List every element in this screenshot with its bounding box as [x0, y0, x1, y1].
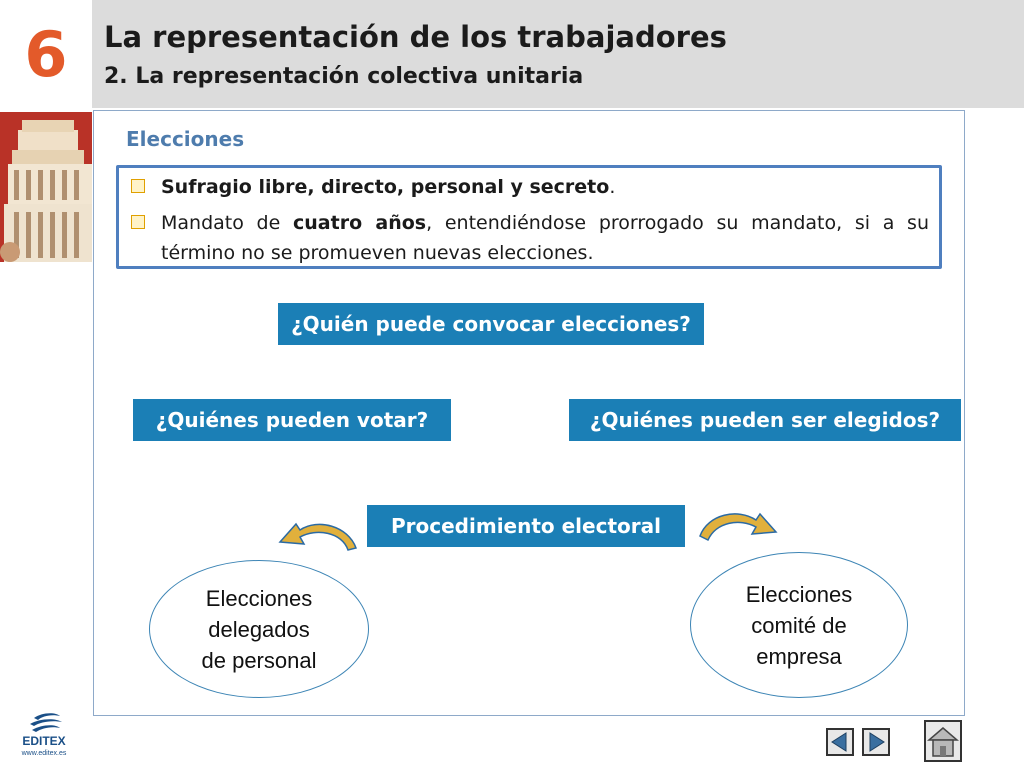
section-title: Elecciones — [126, 127, 245, 151]
oval-comite-empresa[interactable] — [690, 552, 908, 698]
curved-arrow-left-icon — [278, 512, 362, 554]
triangle-left-icon — [828, 730, 852, 754]
header-bar — [0, 0, 1024, 108]
bullet-box — [116, 165, 942, 269]
oval-delegados-label: Elecciones delegados de personal — [201, 585, 317, 673]
bullet-bold-text: cuatro años — [293, 212, 427, 234]
bullet-text: Mandato de — [161, 212, 294, 234]
home-icon — [926, 722, 960, 760]
quienes-elegidos-button[interactable]: ¿Quiénes pueden ser elegidos? — [568, 398, 962, 442]
brand-name: EDITEX — [22, 734, 66, 748]
oval-delegados-personal[interactable] — [149, 560, 369, 698]
bullet-text: , entendiéndose prorrogado su mandato, si a su término no se promueven nuevas elecciones. — [161, 212, 929, 264]
previous-slide-button[interactable] — [826, 728, 854, 756]
curved-arrow-right-icon — [696, 506, 778, 544]
page-title: La representación de los trabajadores — [104, 20, 727, 54]
page-subtitle: 2. La representación colectiva unitaria — [104, 64, 584, 89]
chapter-badge — [0, 0, 92, 108]
oval-comite-label: Elecciones comité de empresa — [745, 581, 853, 669]
bullet-item — [131, 208, 929, 268]
quienes-votar-button[interactable]: ¿Quiénes pueden votar? — [132, 398, 452, 442]
bullet-text: . — [609, 176, 616, 198]
triangle-right-icon — [864, 730, 888, 754]
checkbox-bullet-icon — [131, 215, 145, 229]
procedimiento-electoral-button[interactable]: Procedimiento electoral — [366, 504, 686, 548]
checkbox-bullet-icon — [131, 179, 145, 193]
building-illustration — [0, 112, 92, 262]
chapter-number: 6 — [24, 18, 68, 91]
editex-logo — [12, 712, 76, 764]
next-slide-button[interactable] — [862, 728, 890, 756]
bullet-item — [131, 172, 929, 202]
quien-convocar-button[interactable]: ¿Quién puede convocar elecciones? — [277, 302, 705, 346]
home-button[interactable] — [924, 720, 962, 762]
bullet-bold-text: Sufragio libre, directo, personal y secreto — [161, 176, 610, 198]
brand-url: www.editex.es — [21, 750, 67, 757]
editex-logo-icon — [12, 712, 76, 734]
